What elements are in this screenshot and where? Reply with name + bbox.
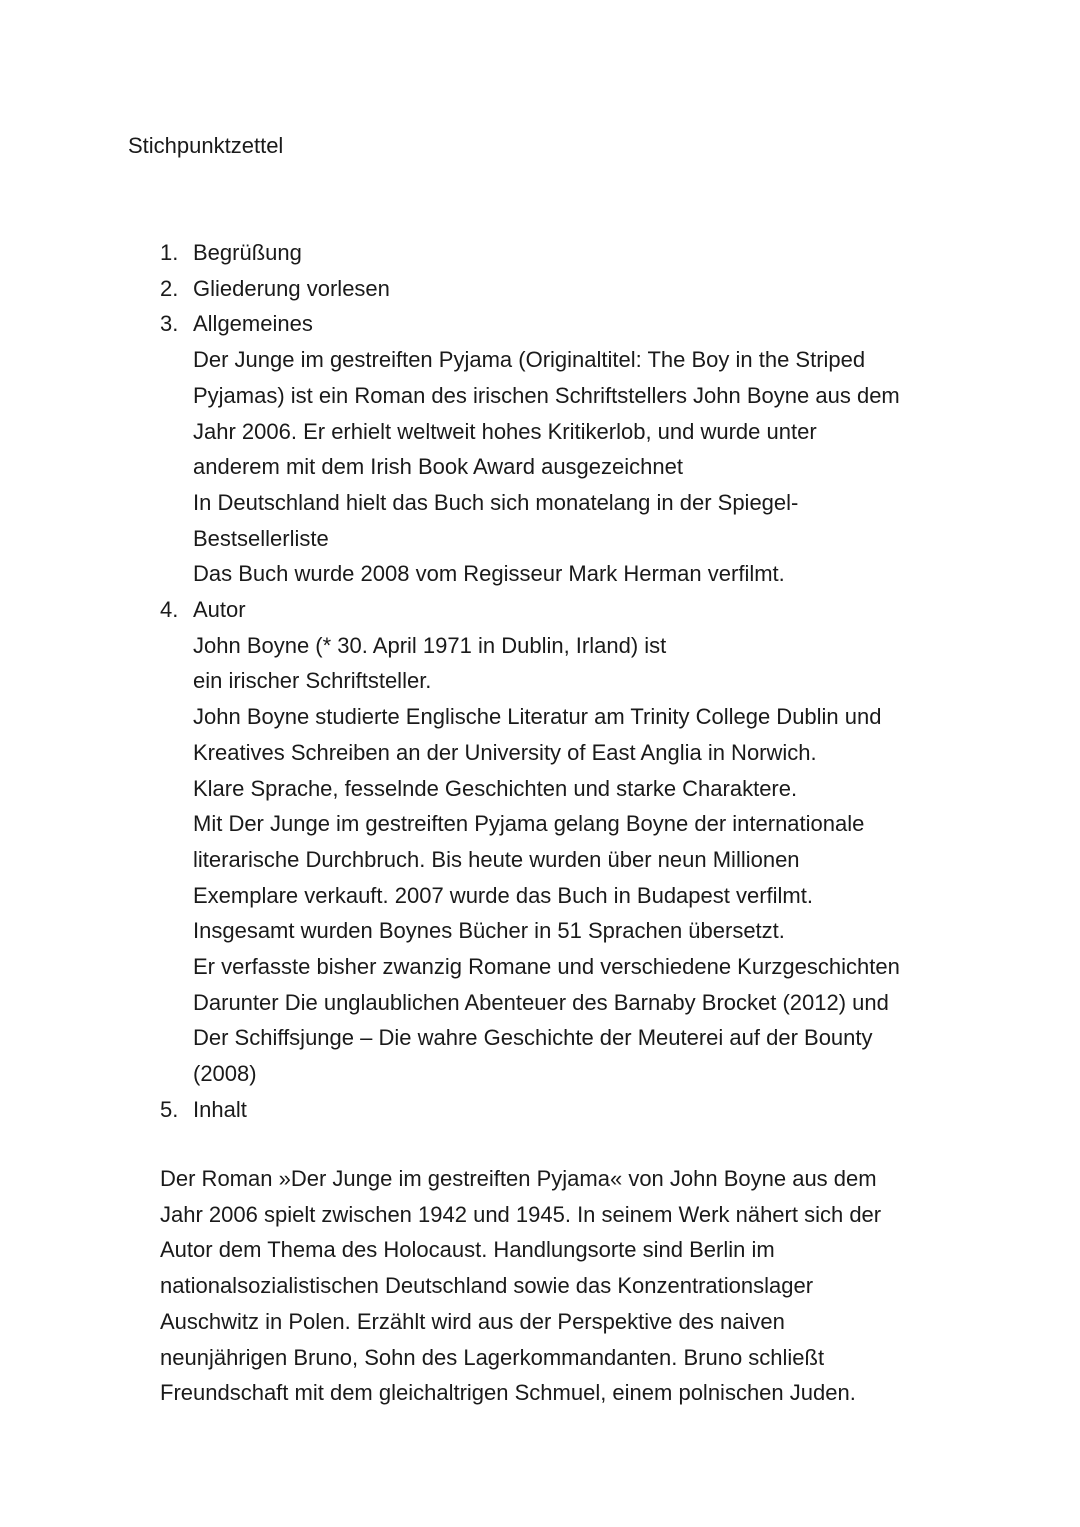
outline-item-text-line: (2008) — [193, 1061, 257, 1087]
outline-item-1 — [160, 235, 960, 271]
outline-item-text-line: Darunter Die unglaublichen Abenteuer des Barnaby Brocket (2012) und — [193, 989, 889, 1015]
outline-item-3 — [160, 306, 960, 592]
outline-item-heading: Inhalt — [193, 1096, 247, 1122]
outline-item-text-line: ein irischer Schriftsteller. — [193, 668, 432, 694]
outline-item-text-line: Er verfasste bisher zwanzig Romane und verschiedene Kurzgeschichten — [193, 954, 900, 980]
outline-item-number: 5. — [160, 1096, 179, 1122]
outline-item-text-line: Das Buch wurde 2008 vom Regisseur Mark Herman verfilmt. — [193, 561, 785, 587]
outline-item-text-line: Jahr 2006. Er erhielt weltweit hohes Kritikerlob, und wurde unter — [193, 418, 817, 444]
outline-item-text-line: Klare Sprache, fesselnde Geschichten und starke Charaktere. — [193, 775, 798, 801]
outline-list — [160, 235, 960, 1128]
outline-item-number: 1. — [160, 240, 179, 265]
outline-item-heading: Allgemeines — [193, 311, 313, 337]
inhalt-paragraph-line: nationalsozialistischen Deutschland sowie das Konzentrationslager — [160, 1273, 814, 1299]
outline-item-text-line: In Deutschland hielt das Buch sich monatelang in der Spiegel- — [193, 489, 799, 515]
outline-item-2 — [160, 271, 960, 307]
outline-item-heading: Autor — [193, 597, 246, 623]
page-title: Stichpunktzettel — [128, 133, 284, 158]
outline-item-number: 2. — [160, 275, 179, 301]
outline-item-number: 3. — [160, 311, 179, 337]
inhalt-paragraph-line: Freundschaft mit dem gleichaltrigen Schmuel, einem polnischen Juden. — [160, 1380, 856, 1406]
outline-item-text-line: Pyjamas) ist ein Roman des irischen Schriftstellers John Boyne aus dem — [193, 382, 900, 408]
outline-item-text-line: John Boyne studierte Englische Literatur am Trinity College Dublin und — [193, 704, 882, 730]
inhalt-paragraph-line: Jahr 2006 spielt zwischen 1942 und 1945. In seinem Werk nähert sich der — [160, 1201, 882, 1227]
outline-item-text-line: literarische Durchbruch. Bis heute wurden über neun Millionen — [193, 846, 800, 872]
inhalt-paragraph-line: Autor dem Thema des Holocaust. Handlungsorte sind Berlin im — [160, 1237, 775, 1263]
outline-item-heading: Begrüßung — [193, 240, 302, 265]
outline-item-text-line: Mit Der Junge im gestreiften Pyjama gelang Boyne der internationale — [193, 811, 865, 837]
outline-item-heading: Gliederung vorlesen — [193, 275, 390, 301]
outline-item-number: 4. — [160, 597, 179, 623]
outline-item-text-line: Kreatives Schreiben an der University of East Anglia in Norwich. — [193, 739, 817, 765]
outline-item-4 — [160, 592, 960, 1092]
outline-item-text-line: Der Junge im gestreiften Pyjama (Originaltitel: The Boy in the Striped — [193, 347, 866, 373]
inhalt-paragraph-line: Der Roman »Der Junge im gestreiften Pyjama« von John Boyne aus dem — [160, 1166, 877, 1191]
outline-item-text-line: Bestsellerliste — [193, 525, 329, 551]
outline-item-text-line: anderem mit dem Irish Book Award ausgezeichnet — [193, 454, 683, 480]
outline-item-text-line: Exemplare verkauft. 2007 wurde das Buch in Budapest verfilmt. — [193, 882, 813, 908]
outline-item-text-line: Der Schiffsjunge – Die wahre Geschichte der Meuterei auf der Bounty — [193, 1025, 873, 1051]
inhalt-paragraph — [160, 1161, 960, 1411]
outline-item-text-line: Insgesamt wurden Boynes Bücher in 51 Sprachen übersetzt. — [193, 918, 785, 944]
outline-item-5 — [160, 1092, 960, 1128]
inhalt-paragraph-line: neunjährigen Bruno, Sohn des Lagerkommandanten. Bruno schließt — [160, 1344, 825, 1370]
outline-item-text-line: John Boyne (* 30. April 1971 in Dublin, Irland) ist — [193, 632, 667, 658]
inhalt-paragraph-line: Auschwitz in Polen. Erzählt wird aus der Perspektive des naiven — [160, 1308, 785, 1334]
